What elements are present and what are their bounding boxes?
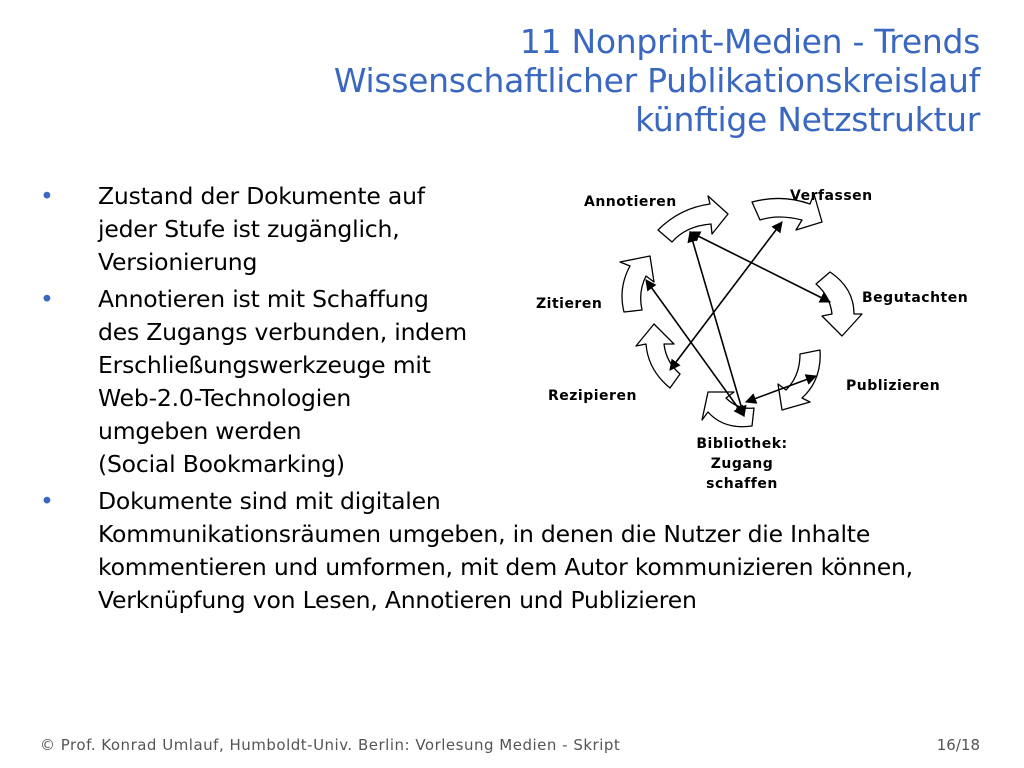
slide-title bbox=[220, 22, 980, 139]
node-label-bibliothek-line-3: schaffen bbox=[706, 476, 778, 492]
footer-credit: © Prof. Konrad Umlauf, Humboldt-Univ. Berlin: Vorlesung Medien - Skript bbox=[40, 736, 621, 754]
bullet-item bbox=[34, 485, 994, 617]
bullet-text-line: Dokumente sind mit digitalen bbox=[98, 487, 441, 515]
cycle-arrow-rezipieren bbox=[636, 324, 680, 388]
bullet-text-line: Zustand der Dokumente auf bbox=[98, 182, 425, 210]
link-annotieren-bibliothek bbox=[690, 232, 744, 416]
node-label-begutachten: Begutachten bbox=[862, 290, 969, 306]
bullet-text-line: Versionierung bbox=[98, 248, 258, 276]
title-line-1: 11 Nonprint-Medien - Trends bbox=[519, 22, 980, 61]
link-annotieren-begutachten bbox=[690, 232, 830, 302]
node-label-publizieren: Publizieren bbox=[846, 378, 941, 394]
cycle-arrow-publizieren bbox=[778, 350, 820, 410]
bullet-text-line: Web-2.0-Technologien bbox=[98, 384, 352, 412]
bullet-text-line: des Zugangs verbunden, indem bbox=[98, 318, 467, 346]
slide-footer bbox=[40, 736, 980, 758]
bullet-text-line: Kommunikationsräumen umgeben, in denen die Nutzer die Inhalte bbox=[98, 520, 871, 548]
node-label-verfassen: Verfassen bbox=[790, 188, 873, 204]
title-line-2: Wissenschaftlicher Publikationskreislauf bbox=[333, 61, 980, 100]
node-label-zitieren: Zitieren bbox=[536, 296, 603, 312]
cycle-diagram-svg bbox=[520, 180, 990, 500]
bullet-text-line: jeder Stufe ist zugänglich, bbox=[98, 215, 400, 243]
bullet-text-line: kommentieren und umformen, mit dem Autor kommunizieren können, bbox=[98, 553, 913, 581]
cycle-arrow-bibliothek bbox=[702, 392, 754, 427]
bullet-marker: • bbox=[40, 487, 54, 515]
bullet-text-line: (Social Bookmarking) bbox=[98, 450, 345, 478]
node-label-rezipieren: Rezipieren bbox=[548, 388, 637, 404]
bullet-marker: • bbox=[40, 285, 54, 313]
cycle-arrow-begutachten bbox=[816, 272, 862, 336]
link-verfassen-rezipieren bbox=[670, 222, 782, 370]
publication-cycle-diagram bbox=[520, 180, 990, 500]
node-label-annotieren: Annotieren bbox=[584, 194, 677, 210]
title-line-3: künftige Netzstruktur bbox=[635, 100, 980, 139]
bullet-text-line: umgeben werden bbox=[98, 417, 302, 445]
node-label-bibliothek-line-2: Zugang bbox=[710, 456, 774, 472]
page-number: 16/18 bbox=[936, 736, 980, 754]
bullet-text-line: Verknüpfung von Lesen, Annotieren und Publizieren bbox=[98, 586, 697, 614]
bullet-marker: • bbox=[40, 182, 54, 210]
node-label-bibliothek-line-1: Bibliothek: bbox=[696, 436, 788, 452]
bullet-text-line: Annotieren ist mit Schaffung bbox=[98, 285, 429, 313]
bullet-text-line: Erschließungswerkzeuge mit bbox=[98, 351, 431, 379]
